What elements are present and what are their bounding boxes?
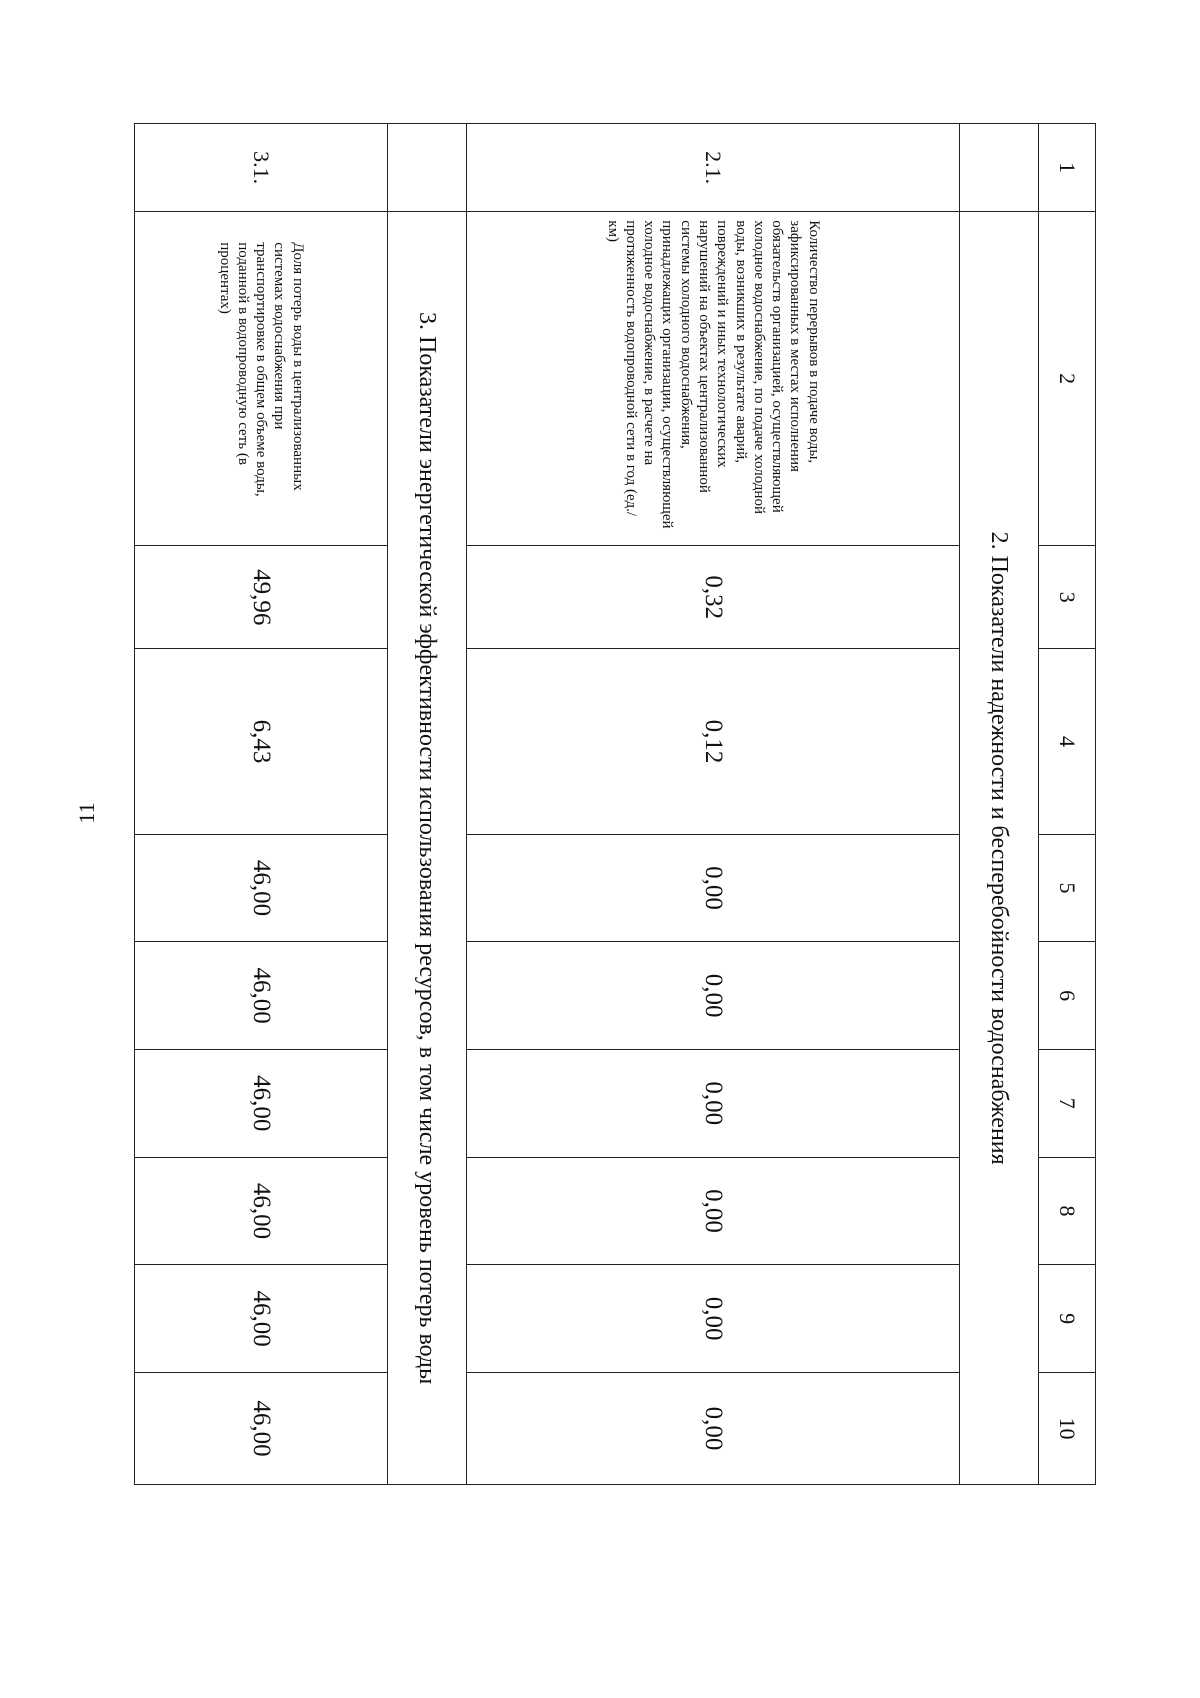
- indicator-description: Доля потерь воды в централизованных системах водоснабжения при транспортировке в общем объеме воды, поданной в водопроводную сеть (в процентах): [135, 212, 388, 546]
- indicators-table-wrap: [136, 123, 1096, 1485]
- indicator-value: 46,00: [135, 1049, 388, 1157]
- table-row: [135, 124, 388, 1485]
- indicator-value: 0,00: [467, 834, 960, 942]
- indicator-value: 46,00: [135, 942, 388, 1050]
- section-title: 2. Показатели надежности и бесперебойности водоснабжения: [960, 212, 1039, 1485]
- indicator-value: 6,43: [135, 649, 388, 834]
- indicators-table: [134, 123, 1096, 1485]
- column-number-9: 9: [1039, 1265, 1096, 1373]
- indicator-value: 0,00: [467, 1157, 960, 1265]
- column-number-1: 1: [1039, 124, 1096, 212]
- column-number-2: 2: [1039, 212, 1096, 546]
- indicator-value: 0,00: [467, 1265, 960, 1373]
- section-title: 3. Показатели энергетической эффективности использования ресурсов, в том числе уровень потерь воды: [388, 212, 467, 1485]
- column-number-8: 8: [1039, 1157, 1096, 1265]
- column-number-6: 6: [1039, 942, 1096, 1050]
- column-number-5: 5: [1039, 834, 1096, 942]
- indicator-description: Количество перерывов в подаче воды, зафиксированных в местах исполнения обязательств организацией, осуществляющей холодное водоснабжение, по подаче холодной воды, возникших в результате аварий, повреждений и иных технологических нарушений на объектах централизованной системы холодного водоснабжения, принадлежащих организации, осуществляющей холодное водоснабжение, в расчете на протяженность водопроводной сети в год (ед./км): [467, 212, 960, 546]
- indicator-value: 49,96: [135, 546, 388, 649]
- section-title-row: [960, 124, 1039, 1485]
- column-number-row: [1039, 124, 1096, 1485]
- indicator-value: 0,32: [467, 546, 960, 649]
- row-number: 3.1.: [135, 124, 388, 212]
- column-number-3: 3: [1039, 546, 1096, 649]
- row-number: 2.1.: [467, 124, 960, 212]
- section-title-row: [388, 124, 467, 1485]
- column-number-7: 7: [1039, 1049, 1096, 1157]
- indicator-value: 46,00: [135, 1157, 388, 1265]
- section-blank-cell: [960, 124, 1039, 212]
- column-number-10: 10: [1039, 1372, 1096, 1484]
- page-number: 11: [74, 802, 99, 824]
- table-row: [467, 124, 960, 1485]
- indicator-value: 0,12: [467, 649, 960, 834]
- indicator-value: 0,00: [467, 1372, 960, 1484]
- indicator-value: 0,00: [467, 942, 960, 1050]
- column-number-4: 4: [1039, 649, 1096, 834]
- indicator-value: 0,00: [467, 1049, 960, 1157]
- section-blank-cell: [388, 124, 467, 212]
- indicator-value: 46,00: [135, 1265, 388, 1373]
- indicator-value: 46,00: [135, 1372, 388, 1484]
- indicator-value: 46,00: [135, 834, 388, 942]
